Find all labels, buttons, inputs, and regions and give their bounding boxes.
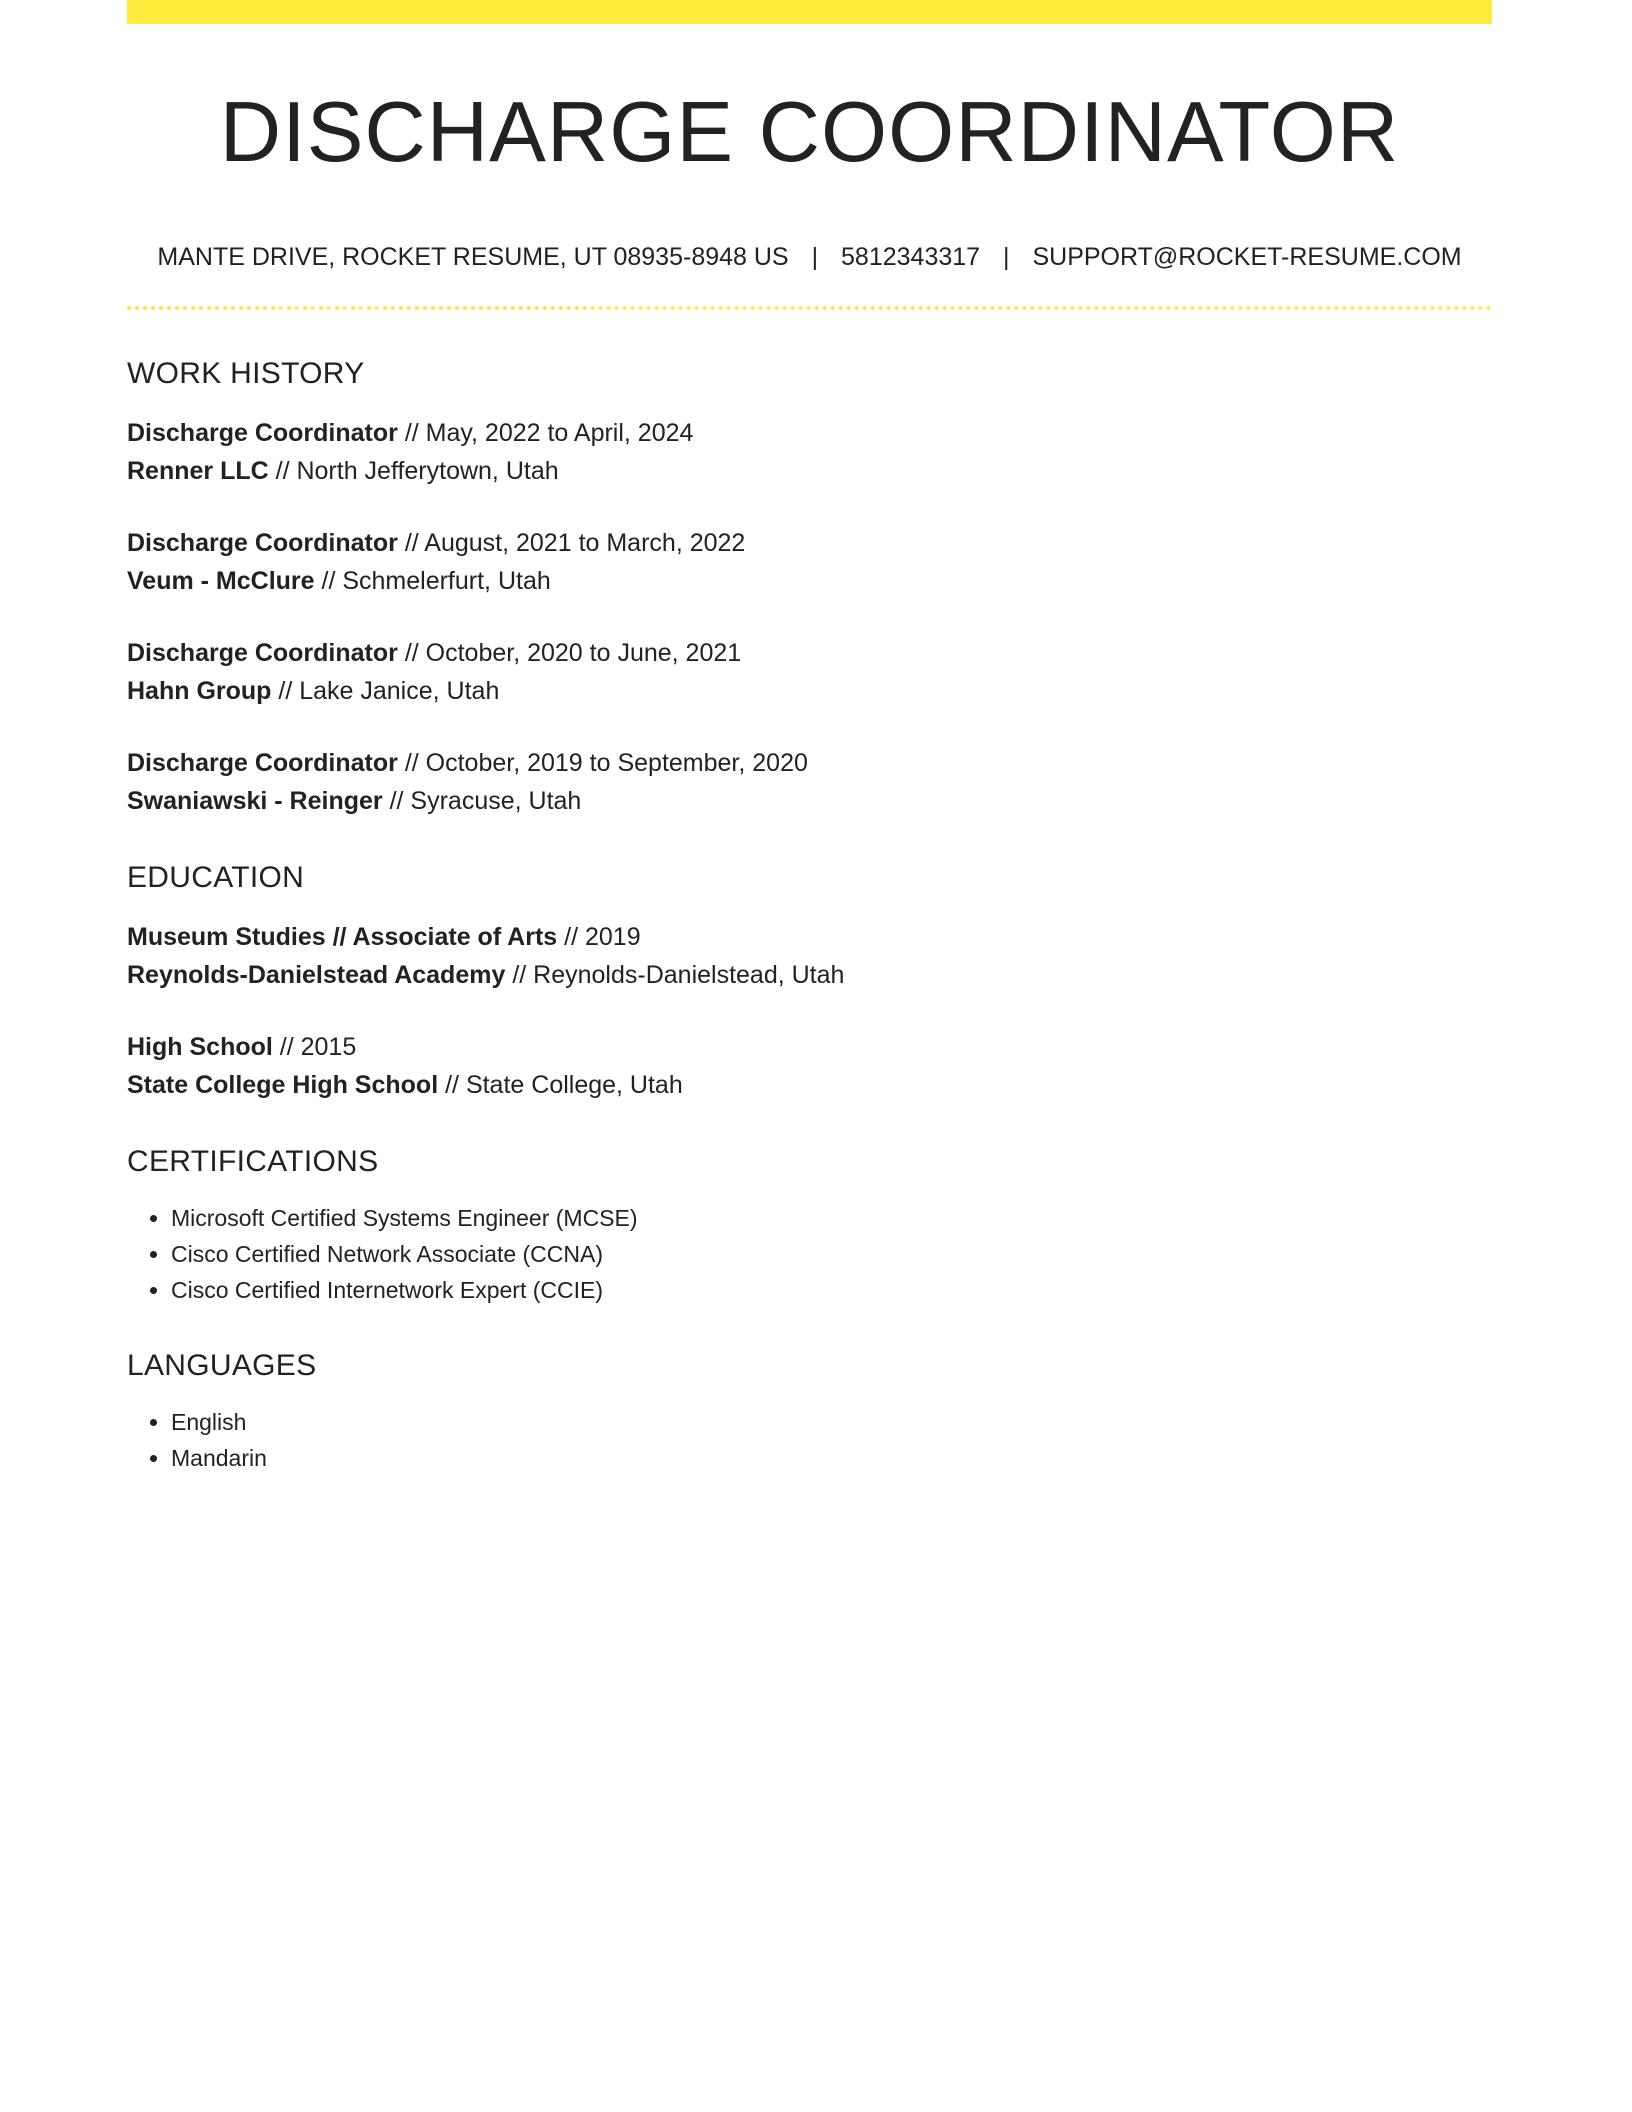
school-location: // State College, Utah xyxy=(438,1070,683,1099)
employer-location: // Syracuse, Utah xyxy=(382,786,582,815)
section-heading-education: EDUCATION xyxy=(127,860,305,894)
job-dates: // October, 2020 to June, 2021 xyxy=(397,638,742,667)
work-entry-line-1 xyxy=(127,744,1492,782)
job-title: Discharge Coordinator xyxy=(127,638,398,667)
work-entry-line-1 xyxy=(127,524,1492,562)
job-dates: // August, 2021 to March, 2022 xyxy=(397,528,746,557)
employer-location: // Lake Janice, Utah xyxy=(271,676,500,705)
job-title: Discharge Coordinator xyxy=(127,418,398,447)
work-entry-line-1 xyxy=(127,414,1492,452)
employer-name: Hahn Group xyxy=(127,676,272,705)
list-item: • English xyxy=(171,1404,1492,1440)
employer-name: Renner LLC xyxy=(127,456,269,485)
list-item: • Mandarin xyxy=(171,1440,1492,1476)
contact-separator: | xyxy=(811,242,819,271)
education-entry-line-2 xyxy=(127,956,1492,994)
accent-top-bar xyxy=(127,0,1492,24)
work-entry xyxy=(127,634,1492,710)
resume-title: DISCHARGE COORDINATOR xyxy=(219,85,1400,180)
section-heading-languages: LANGUAGES xyxy=(127,1348,317,1382)
school-location: // Reynolds-Danielstead, Utah xyxy=(505,960,845,989)
education-entry-line-1 xyxy=(127,918,1492,956)
resume-page xyxy=(127,0,1492,1476)
work-entry xyxy=(127,744,1492,820)
education-entry-line-1 xyxy=(127,1028,1492,1066)
education-entry xyxy=(127,1028,1492,1104)
job-dates: // May, 2022 to April, 2024 xyxy=(397,418,694,447)
work-entry-line-1 xyxy=(127,634,1492,672)
contact-separator: | xyxy=(1003,242,1010,271)
education-entry-line-2 xyxy=(127,1066,1492,1104)
contact-phone: 5812343317 xyxy=(841,242,981,271)
work-entry-line-2 xyxy=(127,452,1492,490)
degree: Museum Studies // Associate of Arts xyxy=(127,922,558,951)
section-heading-work-history: WORK HISTORY xyxy=(127,356,365,390)
work-entry-line-2 xyxy=(127,672,1492,710)
graduation-year: // 2015 xyxy=(272,1032,357,1061)
list-item: • Cisco Certified Internetwork Expert (CCIE) xyxy=(171,1272,1492,1308)
contact-address: MANTE DRIVE, ROCKET RESUME, UT 08935-8948 US xyxy=(157,242,789,271)
employer-name: Swaniawski - Reinger xyxy=(127,786,383,815)
school-name: State College High School xyxy=(127,1070,439,1099)
certifications-list xyxy=(127,1200,1492,1308)
work-entry xyxy=(127,414,1492,490)
degree: High School xyxy=(127,1032,273,1061)
section-heading-certifications: CERTIFICATIONS xyxy=(127,1144,379,1178)
employer-location: // North Jefferytown, Utah xyxy=(268,456,559,485)
graduation-year: // 2019 xyxy=(557,922,641,951)
employer-name: Veum - McClure xyxy=(127,566,315,595)
job-title: Discharge Coordinator xyxy=(127,528,398,557)
education-entry xyxy=(127,918,1492,994)
languages-list xyxy=(127,1404,1492,1476)
list-item: • Cisco Certified Network Associate (CCNA) xyxy=(171,1236,1492,1272)
list-item: • Microsoft Certified Systems Engineer (MCSE) xyxy=(171,1200,1492,1236)
job-title: Discharge Coordinator xyxy=(127,748,398,777)
contact-line xyxy=(127,242,1492,272)
job-dates: // October, 2019 to September, 2020 xyxy=(397,748,808,777)
work-entry-line-2 xyxy=(127,782,1492,820)
dotted-divider xyxy=(127,306,1492,310)
employer-location: // Schmelerfurt, Utah xyxy=(314,566,551,595)
work-entry-line-2 xyxy=(127,562,1492,600)
contact-email: SUPPORT@ROCKET-RESUME.COM xyxy=(1032,242,1462,271)
work-entry xyxy=(127,524,1492,600)
school-name: Reynolds-Danielstead Academy xyxy=(127,960,506,989)
